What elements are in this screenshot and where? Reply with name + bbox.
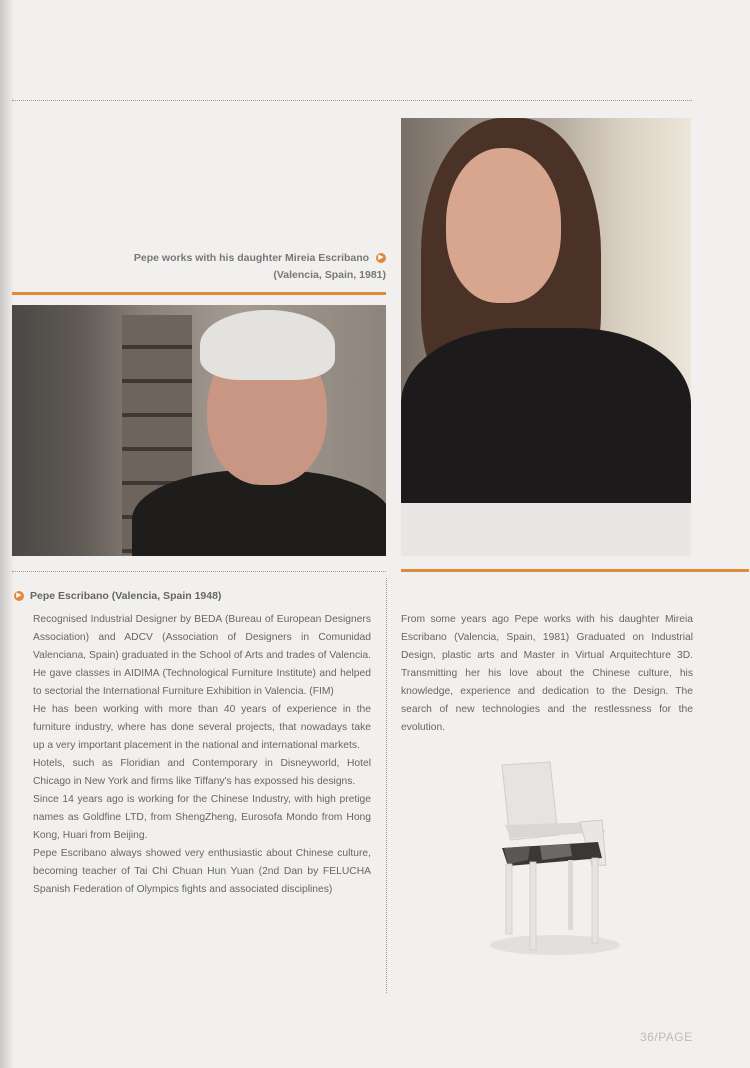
page-number: 36/PAGE — [640, 1030, 693, 1044]
paragraph: Hotels, such as Floridian and Contemporary in Disneyworld, Hotel Chicago in New York and firms like Tiffany's has expossed his designs. — [33, 758, 371, 787]
paragraph: From some years ago Pepe works with his daughter Mireia Escribano (Valencia, Spain, 1981) Graduated on Industrial Design, plastic arts and Master in Virtual Arquitechture 3D. Transmitting her his love about the Chinese culture, his knowledge, experience and dedication to the Design. The search of new technologies and the restlessness for the evolution. — [401, 614, 693, 733]
left-text-column — [33, 611, 371, 899]
paragraph: Recognised Industrial Designer by BEDA (Bureau of European Designers Association) and ADCV (Association of Designers in Comunidad Valenciana, Spain) graduated in the School of Arts and trades of Valencia. He gave classes in AIDIMA (Technological Furniture Institute) and helped to sectorial the International Furniture Exhibition in Valencia. (FIM) — [33, 614, 371, 697]
caption-line-1: Pepe works with his daughter Mireia Escribano — [133, 252, 370, 264]
photo-caption — [60, 250, 386, 284]
section-heading — [14, 590, 386, 602]
portrait-photo-pepe — [12, 305, 386, 556]
caption-line-2: (Valencia, Spain, 1981) — [273, 269, 386, 281]
right-text-column — [401, 611, 693, 737]
section-title-text: Pepe Escribano (Valencia, Spain 1948) — [30, 590, 222, 602]
arrow-right-icon: ▶ — [376, 253, 386, 263]
portrait-face — [446, 148, 561, 303]
paragraph: Pepe Escribano always showed very enthusiastic about Chinese culture, becoming teacher of Tai Chi Chuan Hun Yuan (2nd Dan by FELUCHA Spanish Federation of Olympics fights and associated disciplines) — [33, 848, 371, 895]
desk-surface — [401, 503, 691, 556]
arrow-right-icon: ▶ — [14, 591, 24, 601]
portrait-hair — [200, 310, 335, 380]
portrait-body — [401, 328, 691, 518]
top-divider — [12, 100, 692, 101]
middle-divider — [12, 571, 386, 572]
paragraph: Since 14 years ago is working for the Chinese Industry, with high pretige names as Goldfine LTD, from ShengZheng, Eurosofa Mondo from Hong Kong, Huari from Beijing. — [33, 794, 371, 841]
accent-rule-left — [12, 292, 386, 295]
column-divider — [386, 578, 387, 993]
paragraph: He has been working with more than 40 years of experience in the furniture industry, where has done several projects, that nowadays take up a very important placement in the national and international markets. — [33, 704, 371, 751]
accent-rule-right — [401, 569, 749, 572]
portrait-photo-mireia — [401, 118, 691, 556]
chair-illustration — [480, 760, 630, 970]
